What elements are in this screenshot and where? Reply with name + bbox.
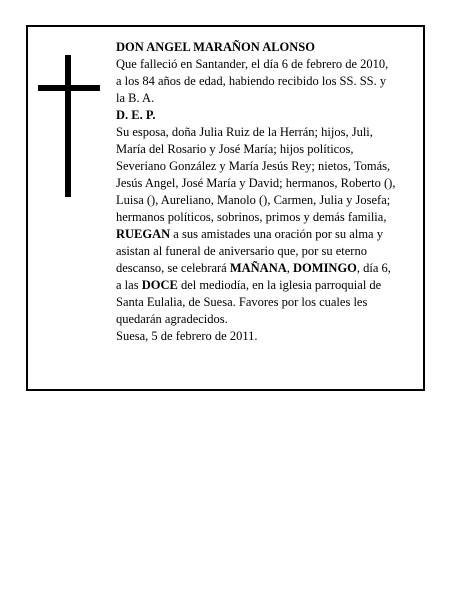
cross-vertical-bar [65,55,71,197]
family-line-6: hermanos políticos, sobrinos, primos y demás familia, [116,210,387,224]
cross-icon [38,55,100,197]
doce-word: DOCE [141,278,178,292]
family-line-3: Severiano González y María Jesús Rey; nietos, Tomás, [116,159,391,173]
death-line-2: a los 84 años de edad, habiendo recibido los SS. SS. y [116,74,387,88]
request-line-1-rest: a sus amistades una oración por su alma y [170,227,383,241]
family-line-5: Luisa (), Aureliano, Manolo (), Carmen, Julia y Josefa; [116,193,391,207]
notice-text [116,39,419,345]
ruegan-word: RUEGAN [116,227,171,241]
death-line-1: Que falleció en Santander, el día 6 de febrero de 2010, [116,57,389,71]
closing-line: Suesa, 5 de febrero de 2011. [116,329,258,343]
manana-word: MAÑANA [229,261,287,275]
deceased-name: DON ANGEL MARAÑON ALONSO [116,40,315,54]
request-line-2: asistan al funeral de aniversario que, por su eterno [116,244,367,258]
request-line-3-post: , día 6, [356,261,391,275]
request-line-3-pre: descanso, se celebrará [116,261,230,275]
request-line-5: Santa Eulalia, de Suesa. Favores por los cuales les [116,295,368,309]
death-line-3: la B. A. [116,91,155,105]
domingo-word: DOMINGO [293,261,357,275]
request-line-3-comma: , [286,261,294,275]
dep-heading: D. E. P. [116,108,156,122]
family-line-4: Jesús Angel, José María y David; hermanos, Roberto (), [116,176,396,190]
cross-horizontal-bar [38,85,100,91]
request-line-6: quedarán agradecidos. [116,312,228,326]
request-line-4-post: del mediodía, en la iglesia parroquial de [177,278,382,292]
request-line-4 [116,277,419,294]
family-line-2: María del Rosario y José María; hijos políticos, [116,142,354,156]
obituary-notice [26,25,425,391]
family-line-1: Su esposa, doña Julia Ruiz de la Herrán; hijos, Juli, [116,125,373,139]
request-line-4-pre: a las [116,278,142,292]
request-line-1 [116,226,419,243]
request-line-3 [116,260,419,277]
